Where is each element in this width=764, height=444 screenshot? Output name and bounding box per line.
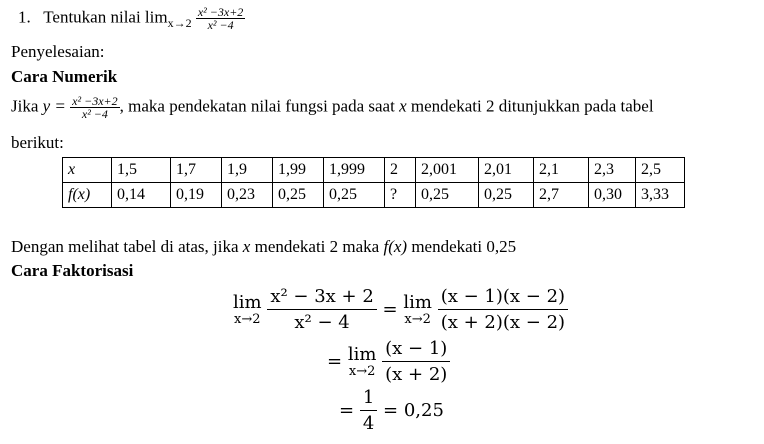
lim-operator: lim x→2 xyxy=(403,291,432,327)
conclusion xyxy=(11,237,516,257)
factor-line-2 xyxy=(327,339,450,385)
table-cell: 2,01 xyxy=(479,158,534,183)
numerik-statement xyxy=(11,95,654,120)
factor-fraction: $\frac{(x - 1)(x - 2)}{(x + 2)(x - 2)}$ xyxy=(438,287,568,333)
problem-statement xyxy=(18,6,245,31)
table-cell: 3,33 xyxy=(636,183,685,208)
problem-number: 1. xyxy=(18,7,31,27)
table-row xyxy=(63,158,685,183)
table-cell: 0,25 xyxy=(324,183,385,208)
conclusion-t2: mendekati 2 maka xyxy=(254,237,380,256)
table-cell: 2 xyxy=(385,158,416,183)
equals-sign: = xyxy=(339,399,355,421)
table-cell: 0,25 xyxy=(479,183,534,208)
conclusion-fx: f(x) xyxy=(383,237,408,256)
lim-operator: lim x→2 xyxy=(347,343,377,379)
table-cell: 0,23 xyxy=(222,183,273,208)
table-cell: 2,1 xyxy=(534,158,589,183)
table-cell: 1,999 xyxy=(324,158,385,183)
problem-text: Tentukan nilai lim xyxy=(43,7,168,27)
table-cell: 1,7 xyxy=(171,158,222,183)
problem-denominator: x² −4 xyxy=(207,18,234,32)
factor-fraction: $\frac{1}{4}$ xyxy=(360,388,377,434)
equals-sign: = xyxy=(327,350,343,372)
table-cell: x xyxy=(63,158,112,183)
value-table xyxy=(62,157,685,208)
numerik-line2: berikut: xyxy=(11,133,64,152)
numerik-numerator: x² −3x+2 xyxy=(72,94,118,108)
table-cell: 0,25 xyxy=(273,183,324,208)
result: = 0,25 xyxy=(383,399,444,421)
factor-fraction: $\frac{\text{x² − 3x + 2}}{\text{x² − 4}}$ xyxy=(267,287,376,333)
problem-lim-sub: x→2 xyxy=(167,16,192,31)
table-cell: 2,5 xyxy=(636,158,685,183)
factor-fraction: $\frac{(x - 1)}{(x + 2)}$ xyxy=(382,339,450,385)
table-cell: 0,30 xyxy=(589,183,636,208)
table-cell: 1,99 xyxy=(273,158,324,183)
table-cell: 1,5 xyxy=(112,158,171,183)
numerik-text-end: mendekati 2 ditunjukkan pada tabel xyxy=(410,96,654,116)
faktorisasi-heading: Cara Faktorisasi xyxy=(11,261,134,280)
table-cell: 2,001 xyxy=(416,158,479,183)
numerik-denominator: x² −4 xyxy=(81,107,108,121)
conclusion-t1: Dengan melihat tabel di atas, jika xyxy=(11,237,239,256)
numerik-y-eq: y = xyxy=(42,96,66,116)
penyelesaian-label: Penyelesaian: xyxy=(11,42,105,61)
numerik-x-var: x xyxy=(399,96,407,116)
numerik-heading: Cara Numerik xyxy=(11,67,118,86)
lim-operator: lim x→2 xyxy=(233,291,262,327)
table-cell: ? xyxy=(385,183,416,208)
table-cell: 0,14 xyxy=(112,183,171,208)
problem-fraction xyxy=(196,6,245,31)
numerik-fraction xyxy=(70,95,119,120)
table-cell: 1,9 xyxy=(222,158,273,183)
numerik-text-after: , maka pendekatan nilai fungsi pada saat xyxy=(119,96,395,116)
table-cell: 2,7 xyxy=(534,183,589,208)
numerik-jika: Jika xyxy=(11,96,39,116)
problem-numerator: x² −3x+2 xyxy=(197,5,244,19)
table-cell: f(x) xyxy=(63,183,112,208)
conclusion-x-var: x xyxy=(242,237,251,256)
equals-sign: = xyxy=(382,298,398,320)
table-cell: 2,3 xyxy=(589,158,636,183)
table-cell: 0,25 xyxy=(416,183,479,208)
table-row xyxy=(63,183,685,208)
factor-line-1 xyxy=(233,287,568,333)
factor-line-3 xyxy=(339,388,444,434)
conclusion-t3: mendekati 0,25 xyxy=(411,237,517,256)
table-cell: 0,19 xyxy=(171,183,222,208)
